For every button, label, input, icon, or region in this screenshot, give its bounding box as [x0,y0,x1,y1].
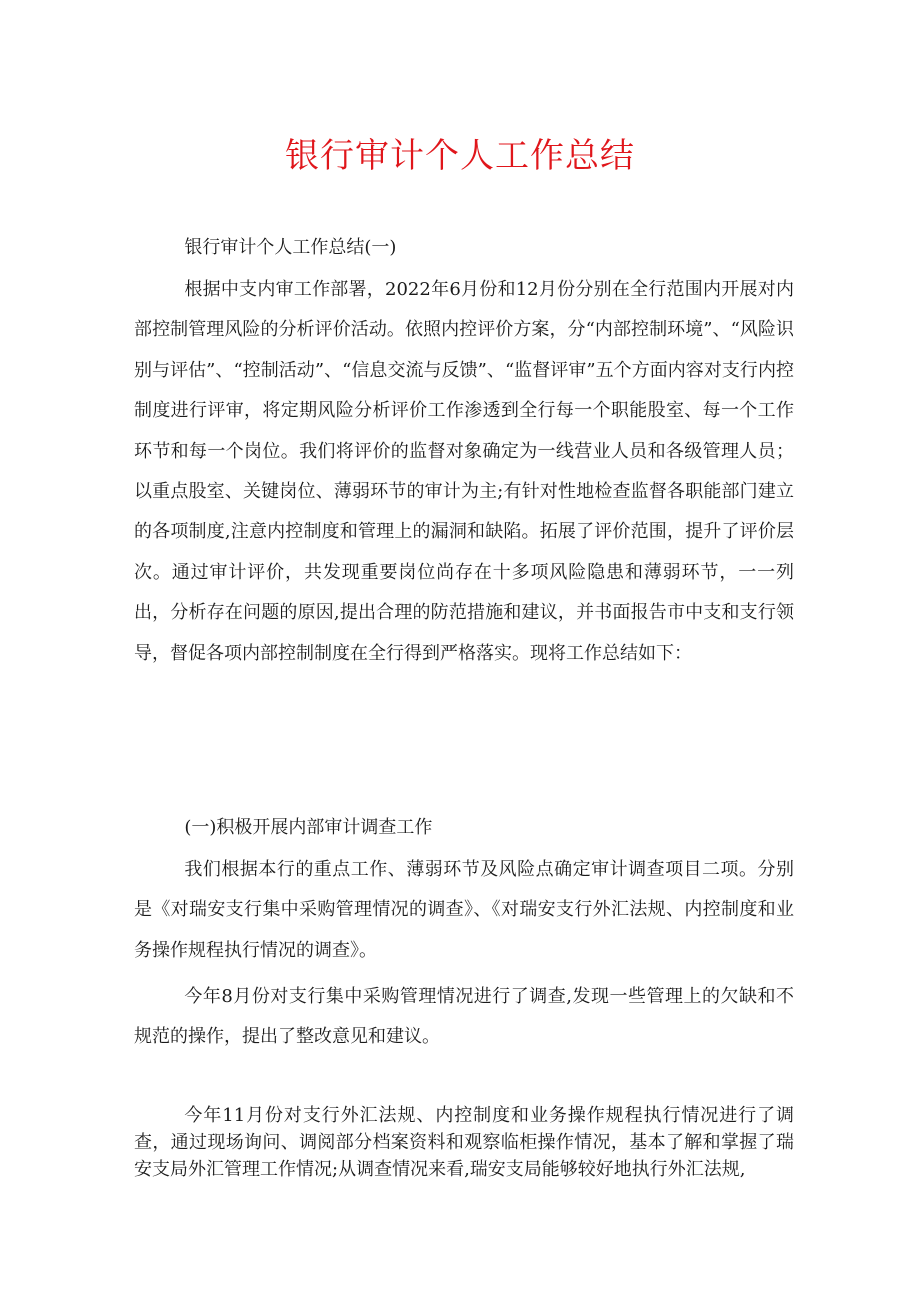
paragraph-august-survey: 今年8月份对支行集中采购管理情况进行了调查,发现一些管理上的欠缺和不规范的操作，提出了整改意见和建议。 [134,986,794,1048]
paragraph-november-survey: 今年11月份对支行外汇法规、内控制度和业务操作规程执行情况进行了调查，通过现场询问、调阅部分档案资料和观察临柜操作情况，基本了解和掌握了瑞安支局外汇管理工作情况;从调查情况来看,瑞安支局能够较好地执行外汇法规, [134,1105,794,1180]
document-title: 银行审计个人工作总结 [285,136,635,176]
paragraph-survey-projects: 我们根据本行的重点工作、薄弱环节及风险点确定审计调查项目二项。分别是《对瑞安支行集中采购管理情况的调查》、《对瑞安支行外汇法规、内控制度和业务操作规程执行情况的调查》。 [134,859,794,961]
paragraph-intro: 根据中支内审工作部署，2022年6月份和12月份分别在全行范围内开展对内部控制管理风险的分析评价活动。依照内控评价方案，分“内部控制环境”、“风险识别与评估”、“控制活动”、“信息交流与反馈”、“监督评审”五个方面内容对支行内控制度进行评审，将定期风险分析评价工作渗透到全行每一个职能股室、每一个工作环节和每一个岗位。我们将评价的监督对象确定为一线营业人员和各级管理人员；以重点股室、关键岗位、薄弱环节的审计为主;有针对性地检查监督各职能部门建立的各项制度,注意内控制度和管理上的漏洞和缺陷。拓展了评价范围，提升了评价层次。通过审计评价，共发现重要岗位尚存在十多项风险隐患和薄弱环节，一一列出，分析存在问题的原因,提出合理的防范措施和建议，并书面报告市中支和支行领导，督促各项内部控制制度在全行得到严格落实。现将工作总结如下： [134,279,794,664]
section-heading-audit-survey: (一)积极开展内部审计调查工作 [184,817,433,838]
section-heading-summary-one: 银行审计个人工作总结(一) [184,237,397,258]
